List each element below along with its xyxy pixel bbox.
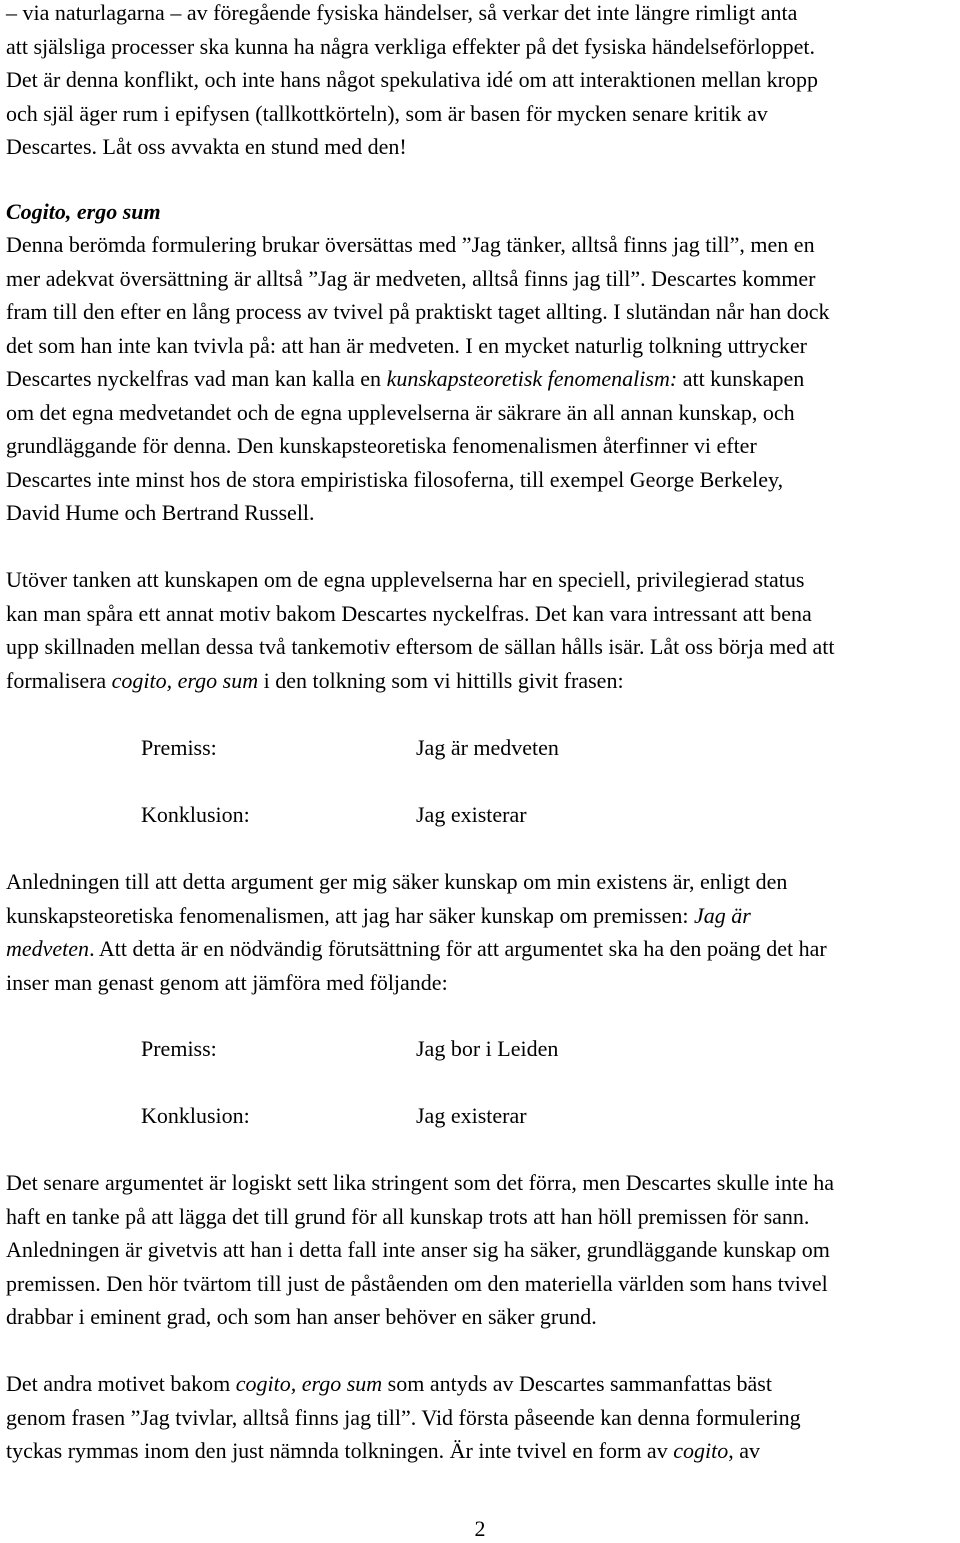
premise-label: Premiss: [141, 1036, 217, 1061]
italic-term: Jag är [693, 902, 751, 928]
text-line [6, 1434, 960, 1468]
text-line: premissen. Den hör tvärtom till just de påståenden om den materiella världen som hans tvivel [6, 1270, 828, 1296]
page-number: 2 [474, 1516, 486, 1541]
text-line: mer adekvat översättning är alltså ”Jag är medveten, alltså finns jag till”. Descartes kommer [6, 265, 816, 291]
paragraph-comparison [6, 1166, 960, 1334]
conclusion-label: Konklusion: [141, 802, 250, 827]
text-segment: i den tolkning som vi hittills givit frasen: [258, 667, 624, 693]
text-line: upp skillnaden mellan dessa två tankemotiv eftersom de sällan hålls isär. Låt oss börja med att [6, 634, 835, 659]
text-segment: som antyds av Descartes sammanfattas bäst [382, 1371, 772, 1396]
premise-label: Premiss: [141, 735, 217, 760]
italic-term: kunskapsteoretisk fenomenalism: [386, 366, 678, 391]
text-line: Anledningen är givetvis att han i detta fall inte anser sig ha säker, grundläggande kunskap om [6, 1237, 830, 1262]
text-segment: , av [728, 1438, 760, 1463]
text-line: om det egna medvetandet och de egna upplevelserna är säkrare än all annan kunskap, och [6, 399, 795, 425]
text-line: inser man genast genom att jämföra med följande: [6, 969, 448, 995]
section-heading: Cogito, ergo sum [6, 199, 161, 224]
text-line: Det är denna konflikt, och inte hans något spekulativa idé om att interaktionen mellan kropp [6, 67, 818, 92]
paragraph-second-motive [6, 1367, 960, 1468]
text-line [6, 932, 960, 966]
text-line: det som han inte kan tvivla på: att han är medveten. I en mycket naturlig tolkning uttrycker [6, 332, 807, 358]
text-line: Anledningen till att detta argument ger mig säker kunskap om min existens är, enligt den [6, 869, 788, 894]
text-line: fram till den efter en lång process av tvivel på praktiskt taget allting. I slutändan når han dock [6, 299, 830, 324]
text-line: kan man spåra ett annat motiv bakom Descartes nyckelfras. Det kan vara intressant att bena [6, 600, 812, 626]
italic-term: cogito, ergo sum [111, 667, 259, 693]
text-segment: formalisera [6, 667, 112, 693]
conclusion-label: Konklusion: [141, 1103, 250, 1128]
text-line [6, 1367, 960, 1401]
italic-term: cogito, ergo sum [235, 1371, 383, 1396]
text-line [6, 899, 960, 933]
paragraph-cogito [6, 228, 960, 530]
text-line: Descartes inte minst hos de stora empiristiska filosoferna, till exempel George Berkeley, [6, 466, 784, 492]
text-line: Utöver tanken att kunskapen om de egna upplevelserna har en speciell, privilegierad status [6, 567, 805, 592]
italic-term: medveten [6, 936, 90, 961]
text-segment: Descartes nyckelfras vad man kan kalla en [6, 366, 387, 391]
text-line: drabbar i eminent grad, och som han anser behöver en säker grund. [6, 1304, 597, 1329]
text-segment: att kunskapen [677, 366, 805, 391]
paragraph-intro [6, 0, 960, 164]
text-line [6, 362, 960, 396]
text-line: haft en tanke på att lägga det till grund för all kunskap trots att han höll premissen för sann. [6, 1203, 810, 1229]
text-line: att själsliga processer ska kunna ha några verkliga effekter på det fysiska händelseförloppet. [6, 33, 816, 59]
paragraph-reason [6, 865, 960, 999]
text-segment: kunskapsteoretiska fenomenalismen, att jag har säker kunskap om premissen: [6, 902, 694, 928]
text-line: Denna berömda formulering brukar översättas med ”Jag tänker, alltså finns jag till”, men en [6, 232, 815, 257]
text-line: David Hume och Bertrand Russell. [6, 500, 315, 525]
text-segment: . Att detta är en nödvändig förutsättning för att argumentet ska ha den poäng det har [89, 936, 827, 961]
text-segment: Det andra motivet bakom [6, 1371, 236, 1396]
conclusion-value: Jag existerar [416, 1103, 527, 1128]
conclusion-value: Jag existerar [416, 802, 527, 827]
text-line: grundläggande för denna. Den kunskapsteoretiska fenomenalismen återfinner vi efter [6, 433, 757, 458]
text-line: Descartes. Låt oss avvakta en stund med den! [6, 134, 407, 159]
paragraph-motive [6, 563, 960, 697]
text-line: Det senare argumentet är logiskt sett lika stringent som det förra, men Descartes skulle inte ha [6, 1170, 835, 1195]
text-line: – via naturlagarna – av föregående fysiska händelser, så verkar det inte längre rimligt anta [6, 0, 798, 25]
italic-term: cogito [673, 1438, 729, 1463]
premise-value: Jag är medveten [416, 735, 559, 760]
section-heading-block [6, 195, 960, 229]
text-segment: tyckas rymmas inom den just nämnda tolkningen. Är inte tvivel en form av [6, 1438, 674, 1463]
text-line: och själ äger rum i epifysen (tallkottkörteln), som är basen för mycken senare kritik av [6, 100, 768, 126]
text-line: genom frasen ”Jag tvivlar, alltså finns jag till”. Vid första påseende kan denna formulering [6, 1404, 801, 1430]
premise-value: Jag bor i Leiden [416, 1036, 559, 1061]
text-line [6, 664, 960, 698]
